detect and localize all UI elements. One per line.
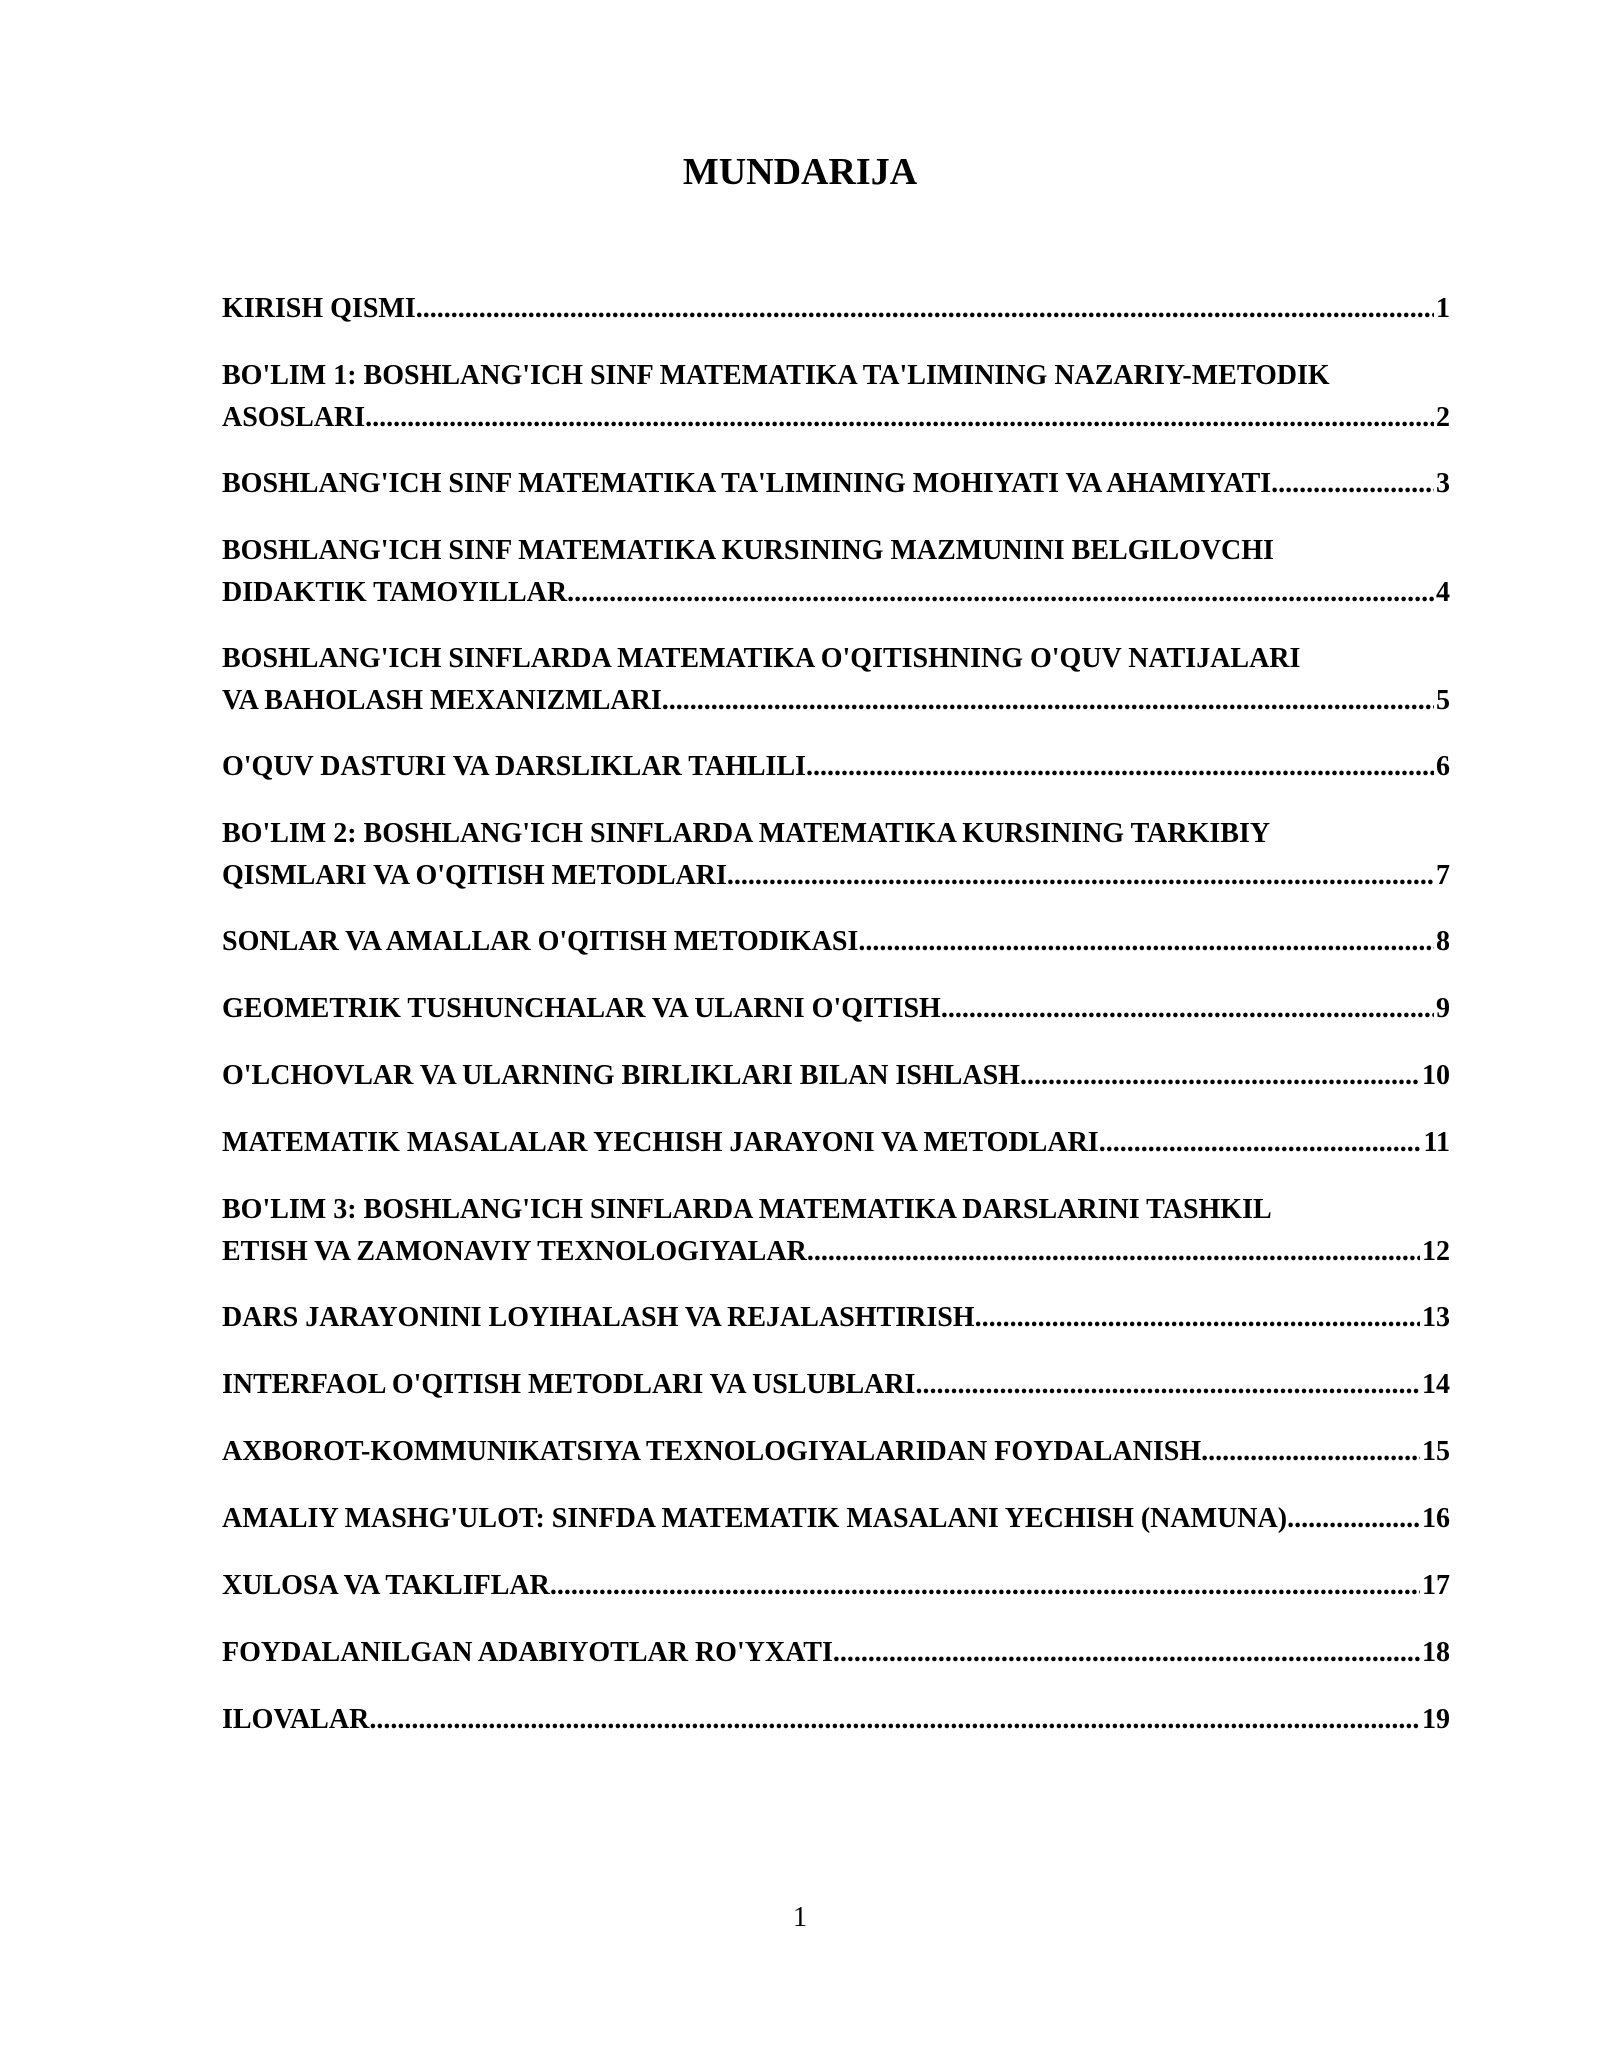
toc-leader-dots [858, 921, 1434, 963]
toc-entry-title: GEOMETRIK TUSHUNCHALAR VA ULARNI O'QITISH [222, 993, 941, 1024]
toc-entry[interactable] [222, 1189, 1450, 1273]
toc-page-number: 8 [1436, 926, 1450, 957]
toc-entry[interactable] [222, 813, 1450, 897]
toc-entry[interactable] [222, 1498, 1450, 1540]
toc-entry-title: INTERFAOL O'QITISH METODLARI VA USLUBLARI [222, 1369, 916, 1400]
toc-leader-dots [975, 1297, 1420, 1339]
toc-leader-dots [369, 1699, 1420, 1741]
toc-entry-title: XULOSA VA TAKLIFLAR [222, 1570, 550, 1601]
toc-page-number: 14 [1422, 1369, 1450, 1400]
toc-leader-dots [806, 746, 1434, 788]
toc-leader-dots [1099, 1122, 1422, 1164]
toc-entry[interactable] [222, 288, 1450, 330]
toc-entry[interactable] [222, 355, 1450, 439]
toc-entry-title: DARS JARAYONINI LOYIHALASH VA REJALASHTIRISH [222, 1302, 975, 1333]
toc-entry-title-continued: ETISH VA ZAMONAVIY TEXNOLOGIYALAR [222, 1236, 807, 1267]
toc-leader-dots [1020, 1055, 1420, 1097]
toc-leader-dots [1287, 1498, 1420, 1540]
toc-entry-title: BO'LIM 1: BOSHLANG'ICH SINF MATEMATIKA TA'LIMINING NAZARIY-METODIK [222, 360, 1330, 391]
toc-page-number: 12 [1422, 1236, 1450, 1267]
toc-entry-title-continued: VA BAHOLASH MEXANIZMLARI [222, 685, 662, 716]
toc-entry[interactable] [222, 638, 1450, 722]
toc-entry-title: BOSHLANG'ICH SINF MATEMATIKA TA'LIMINING MOHIYATI VA AHAMIYATI [222, 468, 1272, 499]
toc-page-number: 17 [1422, 1570, 1450, 1601]
page-number: 1 [793, 1902, 807, 1933]
toc-page-number: 1 [1436, 293, 1450, 324]
toc-leader-dots [1271, 463, 1434, 505]
toc-leader-dots [727, 855, 1434, 897]
toc-leader-dots [1201, 1431, 1420, 1473]
toc-entry-title: AXBOROT-KOMMUNIKATSIYA TEXNOLOGIYALARIDAN FOYDALANISH [222, 1436, 1202, 1467]
toc-entry-title: MATEMATIK MASALALAR YECHISH JARAYONI VA METODLARI [222, 1127, 1099, 1158]
toc-entry[interactable] [222, 1364, 1450, 1406]
toc-entry-title: KIRISH QISMI [222, 293, 416, 324]
toc-entry-title: ILOVALAR [222, 1704, 370, 1735]
toc-page-number: 3 [1436, 468, 1450, 499]
toc-entry[interactable] [222, 1632, 1450, 1674]
toc-entry-title: BOSHLANG'ICH SINFLARDA MATEMATIKA O'QITISHNING O'QUV NATIJALARI [222, 643, 1301, 674]
toc-page-number: 11 [1423, 1127, 1450, 1158]
toc-page-number: 16 [1422, 1503, 1450, 1534]
toc-entry-title-continued: ASOSLARI [222, 402, 366, 433]
toc-entry-title: O'QUV DASTURI VA DARSLIKLAR TAHLILI [222, 751, 807, 782]
toc-entry[interactable] [222, 1431, 1450, 1473]
toc-page-number: 5 [1436, 685, 1450, 716]
toc-page-number: 2 [1436, 402, 1450, 433]
toc-entry-title: O'LCHOVLAR VA ULARNING BIRLIKLARI BILAN ISHLASH [222, 1060, 1020, 1091]
toc-leader-dots [807, 1231, 1420, 1273]
toc-entry[interactable] [222, 1122, 1450, 1164]
toc-page-number: 10 [1422, 1060, 1450, 1091]
toc-entry[interactable] [222, 988, 1450, 1030]
toc-leader-dots [833, 1632, 1420, 1674]
toc-entry-title: FOYDALANILGAN ADABIYOTLAR RO'YXATI [222, 1637, 833, 1668]
toc-entry-title: AMALIY MASHG'ULOT: SINFDA MATEMATIK MASALANI YECHISH (NAMUNA) [222, 1503, 1288, 1534]
toc-entry[interactable] [222, 921, 1450, 963]
toc-page-number: 18 [1422, 1637, 1450, 1668]
toc-entry[interactable] [222, 746, 1450, 788]
toc-entry-title: BO'LIM 2: BOSHLANG'ICH SINFLARDA MATEMATIKA KURSINING TARKIBIY [222, 818, 1271, 849]
toc-entry-title-continued: DIDAKTIK TAMOYILLAR [222, 577, 568, 608]
toc-page-number: 13 [1422, 1302, 1450, 1333]
toc-entry-title: SONLAR VA AMALLAR O'QITISH METODIKASI [222, 926, 859, 957]
toc-entry[interactable] [222, 1565, 1450, 1607]
toc-entry[interactable] [222, 1297, 1450, 1339]
toc-leader-dots [941, 988, 1434, 1030]
toc-entry-title: BO'LIM 3: BOSHLANG'ICH SINFLARDA MATEMATIKA DARSLARINI TASHKIL [222, 1194, 1272, 1225]
toc-entry[interactable] [222, 1699, 1450, 1741]
toc-entry[interactable] [222, 463, 1450, 505]
toc-entry[interactable] [222, 530, 1450, 614]
toc-page-number: 4 [1436, 577, 1450, 608]
toc-leader-dots [662, 680, 1434, 722]
toc-page-number: 6 [1436, 751, 1450, 782]
toc-leader-dots [365, 397, 1434, 439]
toc-leader-dots [416, 288, 1434, 330]
page-title: MUNDARIJA [682, 151, 918, 193]
toc-page-number: 15 [1422, 1436, 1450, 1467]
toc-page-number: 7 [1436, 860, 1450, 891]
toc-entry[interactable] [222, 1055, 1450, 1097]
toc-page-number: 9 [1436, 993, 1450, 1024]
toc-leader-dots [567, 572, 1434, 614]
toc-leader-dots [550, 1565, 1420, 1607]
toc-entry-title-continued: QISMLARI VA O'QITISH METODLARI [222, 860, 727, 891]
toc-leader-dots [915, 1364, 1420, 1406]
toc-page-number: 19 [1422, 1704, 1450, 1735]
toc-entry-title: BOSHLANG'ICH SINF MATEMATIKA KURSINING MAZMUNINI BELGILOVCHI [222, 535, 1274, 566]
